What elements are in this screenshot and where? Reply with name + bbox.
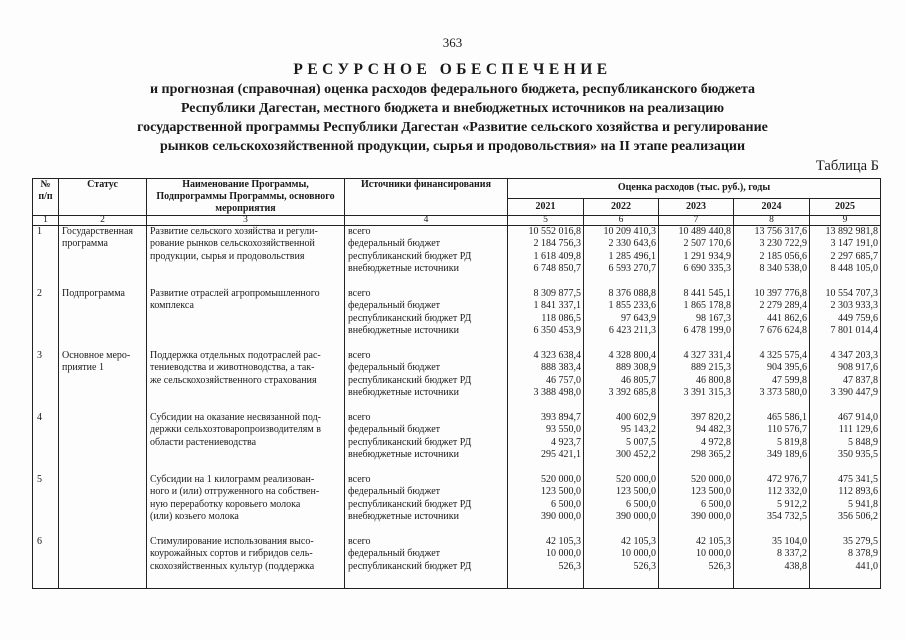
source-line: республиканский бюджет РД	[348, 560, 472, 572]
source-line: всего	[348, 536, 371, 547]
row-name	[147, 288, 345, 350]
title-line: и прогнозная (справочная) оценка расходов федерального бюджета, республиканского бюджета	[149, 82, 756, 97]
value-cell: 888 383,4	[541, 362, 581, 374]
source-line: внебюджетные источники	[348, 262, 459, 274]
name-line: Субсидии на оказание несвязанной под-	[150, 412, 322, 423]
value-cell: 10 000,0	[546, 548, 581, 560]
value-cell: 6 500,0	[626, 498, 656, 510]
value-cell: 6 500,0	[551, 498, 581, 510]
row-year-values	[508, 226, 584, 289]
row-year-values	[734, 288, 810, 350]
value-cell: 2 330 643,6	[608, 238, 656, 250]
row-sources	[345, 288, 508, 350]
value-cell: 111 129,6	[838, 424, 879, 436]
column-number: 5	[508, 216, 584, 226]
source-line: всего	[348, 226, 371, 237]
column-number: 2	[59, 216, 147, 226]
source-line: внебюджетные источники	[348, 448, 459, 460]
value-cell: 3 390 447,9	[830, 386, 879, 398]
name-line: Стимулирование использования высо-	[150, 536, 314, 547]
value-cell: 8 376 088,8	[608, 288, 656, 299]
source-line: республиканский бюджет РД	[348, 436, 472, 448]
source-line: внебюджетные источники	[348, 324, 459, 336]
value-cell: 526,3	[708, 560, 731, 572]
value-cell: 13 892 981,8	[825, 226, 879, 237]
row-year-values	[734, 474, 810, 536]
name-line: продукции, сырья и продовольствия	[150, 250, 305, 262]
value-cell: 4 327 331,4	[683, 350, 731, 361]
row-sources	[345, 226, 508, 289]
value-cell: 390 000,0	[616, 510, 656, 522]
value-cell: 112 332,0	[767, 486, 807, 498]
value-cell: 1 285 496,1	[608, 250, 656, 262]
row-year-values	[584, 288, 659, 350]
header-year: 2022	[584, 198, 659, 215]
value-cell: 889 308,9	[616, 362, 656, 374]
value-cell: 1 865 178,8	[683, 300, 731, 312]
row-status	[59, 536, 147, 589]
value-cell: 5 848,9	[848, 436, 879, 448]
value-cell: 520 000,0	[541, 474, 581, 485]
value-cell: 3 230 722,9	[759, 238, 807, 250]
table-row	[33, 474, 881, 536]
value-cell: 13 756 317,6	[754, 226, 807, 237]
value-cell: 2 184 756,3	[533, 238, 581, 250]
row-name	[147, 350, 345, 412]
title-line: государственной программы Республики Дагестан «Развитие сельского хозяйства и регулирование	[137, 120, 768, 135]
value-cell: 400 602,9	[616, 412, 656, 423]
header-estimate: Оценка расходов (тыс. руб.), годы	[508, 179, 881, 199]
title-line: Республики Дагестан, местного бюджета и внебюджетных источников на реализацию	[180, 101, 725, 116]
row-year-values	[810, 412, 881, 474]
row-year-values	[659, 474, 734, 536]
document-title	[0, 60, 905, 156]
header-source: Источники финансирования	[345, 179, 508, 216]
header-status: Статус	[59, 179, 147, 216]
value-cell: 438,8	[784, 560, 807, 572]
value-cell: 295 421,1	[541, 448, 581, 460]
value-cell: 8 448 105,0	[830, 262, 879, 274]
value-cell: 123 500,0	[616, 486, 656, 498]
source-line: республиканский бюджет РД	[348, 498, 472, 510]
row-year-values	[659, 288, 734, 350]
name-line: Развитие сельского хозяйства и регули-	[150, 226, 318, 237]
value-cell: 42 105,3	[546, 536, 581, 547]
value-cell: 8 340 538,0	[759, 262, 807, 274]
name-line: скохозяйственных культур (поддержка	[150, 560, 315, 572]
value-cell: 8 337,2	[777, 548, 807, 560]
name-line: (или) козьего молока	[150, 510, 239, 522]
value-cell: 123 500,0	[691, 486, 731, 498]
value-cell: 390 000,0	[691, 510, 731, 522]
source-line: федеральный бюджет	[348, 424, 441, 436]
row-year-values	[659, 350, 734, 412]
value-cell: 7 801 014,4	[830, 324, 879, 336]
value-cell: 97 643,9	[621, 312, 656, 324]
value-cell: 449 759,6	[838, 312, 879, 324]
value-cell: 42 105,3	[621, 536, 656, 547]
value-cell: 35 279,5	[843, 536, 879, 547]
row-year-values	[584, 474, 659, 536]
value-cell: 908 917,6	[838, 362, 879, 374]
name-line: тениеводства и животноводства, а так-	[150, 362, 315, 374]
value-cell: 904 395,6	[767, 362, 807, 374]
status-line: Государственная	[62, 226, 134, 237]
row-year-values	[584, 226, 659, 289]
header-num: № п/п	[33, 179, 59, 216]
value-cell: 8 378,9	[848, 548, 879, 560]
source-line: внебюджетные источники	[348, 386, 459, 398]
value-cell: 349 189,6	[767, 448, 807, 460]
row-year-values	[810, 288, 881, 350]
row-sources	[345, 412, 508, 474]
value-cell: 10 000,0	[696, 548, 731, 560]
value-cell: 2 507 170,6	[683, 238, 731, 250]
row-year-values	[659, 412, 734, 474]
status-line: Основное меро-	[62, 350, 131, 361]
value-cell: 300 452,2	[616, 448, 656, 460]
value-cell: 6 350 453,9	[533, 324, 581, 336]
value-cell: 3 373 580,0	[759, 386, 807, 398]
name-line: держки сельхозтоваропроизводителям в	[150, 424, 321, 436]
row-year-values	[734, 350, 810, 412]
value-cell: 6 748 850,7	[533, 262, 581, 274]
value-cell: 475 341,5	[838, 474, 879, 485]
title-heading: РЕСУРСНОЕ ОБЕСПЕЧЕНИЕ	[293, 61, 612, 78]
source-line: федеральный бюджет	[348, 548, 441, 560]
row-year-values	[508, 474, 584, 536]
value-cell: 6 593 270,7	[608, 262, 656, 274]
value-cell: 47 599,8	[772, 374, 807, 386]
value-cell: 4 323 638,4	[533, 350, 581, 361]
source-line: федеральный бюджет	[348, 238, 441, 250]
row-name	[147, 474, 345, 536]
row-number: 3	[33, 350, 59, 412]
source-line: республиканский бюджет РД	[348, 250, 472, 262]
column-number: 8	[734, 216, 810, 226]
name-line: Развитие отраслей агропромышленного	[150, 288, 320, 299]
value-cell: 46 805,7	[621, 374, 656, 386]
value-cell: 526,3	[558, 560, 581, 572]
column-number: 1	[33, 216, 59, 226]
name-line: рование рынков сельскохозяйственной	[150, 238, 315, 250]
value-cell: 4 972,8	[701, 436, 731, 448]
value-cell: 42 105,3	[696, 536, 731, 547]
row-year-values	[734, 536, 810, 589]
value-cell: 94 482,3	[696, 424, 731, 436]
name-line: коурожайных сортов и гибридов сель-	[150, 548, 313, 560]
title-line: рынков сельскохозяйственной продукции, сырья и продовольствия» на II этапе реализации	[159, 139, 746, 154]
status-line: приятие 1	[62, 362, 104, 374]
row-status	[59, 350, 147, 412]
row-year-values	[584, 412, 659, 474]
row-year-values	[584, 536, 659, 589]
value-cell: 889 215,3	[691, 362, 731, 374]
value-cell: 441 862,6	[767, 312, 807, 324]
value-cell: 118 086,5	[541, 312, 581, 324]
value-cell: 10 000,0	[621, 548, 656, 560]
value-cell: 95 143,2	[621, 424, 656, 436]
value-cell: 467 914,0	[838, 412, 879, 423]
resource-table	[32, 178, 881, 589]
row-year-values	[584, 350, 659, 412]
table-row	[33, 226, 881, 289]
row-status	[59, 412, 147, 474]
name-line: ную переработку коровьего молока	[150, 498, 301, 510]
value-cell: 6 423 211,3	[608, 324, 656, 336]
value-cell: 526,3	[633, 560, 656, 572]
value-cell: 6 500,0	[701, 498, 731, 510]
value-cell: 520 000,0	[691, 474, 731, 485]
source-line: федеральный бюджет	[348, 362, 441, 374]
source-line: федеральный бюджет	[348, 486, 441, 498]
value-cell: 3 147 191,0	[830, 238, 879, 250]
row-year-values	[810, 350, 881, 412]
header-year: 2021	[508, 198, 584, 215]
value-cell: 98 167,3	[696, 312, 731, 324]
row-name	[147, 226, 345, 289]
value-cell: 8 441 545,1	[683, 288, 731, 299]
table-row	[33, 350, 881, 412]
source-line: всего	[348, 350, 371, 361]
row-year-values	[508, 536, 584, 589]
status-line: Подпрограмма	[62, 288, 125, 299]
source-line: республиканский бюджет РД	[348, 374, 472, 386]
value-cell: 2 279 289,4	[759, 300, 807, 312]
value-cell: 298 365,2	[691, 448, 731, 460]
row-year-values	[659, 536, 734, 589]
status-line: программа	[62, 238, 108, 250]
row-year-values	[659, 226, 734, 289]
value-cell: 112 893,6	[838, 486, 879, 498]
table-body	[33, 226, 881, 589]
column-number-row	[33, 216, 881, 226]
row-year-values	[734, 226, 810, 289]
value-cell: 93 550,0	[546, 424, 581, 436]
value-cell: 10 489 440,8	[678, 226, 731, 237]
value-cell: 3 392 685,8	[608, 386, 656, 398]
row-year-values	[508, 350, 584, 412]
value-cell: 47 837,8	[843, 374, 879, 386]
header-year: 2023	[659, 198, 734, 215]
row-name	[147, 412, 345, 474]
name-line: области растениеводства	[150, 436, 257, 448]
table-row	[33, 536, 881, 589]
column-number: 4	[345, 216, 508, 226]
value-cell: 46 800,8	[696, 374, 731, 386]
value-cell: 6 478 199,0	[683, 324, 731, 336]
value-cell: 46 757,0	[546, 374, 581, 386]
value-cell: 8 309 877,5	[533, 288, 581, 299]
header-name: Наименование Программы, Подпрограммы Программы, основного мероприятия	[147, 179, 345, 216]
value-cell: 350 935,5	[838, 448, 879, 460]
value-cell: 6 690 335,3	[683, 262, 731, 274]
row-status	[59, 288, 147, 350]
value-cell: 10 209 410,3	[603, 226, 656, 237]
source-line: всего	[348, 288, 371, 299]
source-line: внебюджетные источники	[348, 510, 459, 522]
value-cell: 390 000,0	[541, 510, 581, 522]
value-cell: 4 923,7	[551, 436, 581, 448]
row-number: 5	[33, 474, 59, 536]
value-cell: 2 303 933,3	[830, 300, 879, 312]
value-cell: 7 676 624,8	[759, 324, 807, 336]
row-number: 6	[33, 536, 59, 589]
value-cell: 5 941,8	[848, 498, 879, 510]
value-cell: 472 976,7	[767, 474, 807, 485]
value-cell: 4 347 203,3	[830, 350, 879, 361]
value-cell: 1 618 409,8	[533, 250, 581, 262]
name-line: Субсидии на 1 килограмм реализован-	[150, 474, 315, 485]
name-line: комплекса	[150, 300, 194, 312]
row-year-values	[508, 288, 584, 350]
row-sources	[345, 536, 508, 589]
name-line: ного и (или) отгруженного на собствен-	[150, 486, 320, 498]
value-cell: 3 391 315,3	[683, 386, 731, 398]
column-number: 7	[659, 216, 734, 226]
row-sources	[345, 474, 508, 536]
value-cell: 5 819,8	[777, 436, 807, 448]
row-year-values	[810, 536, 881, 589]
value-cell: 110 576,7	[767, 424, 807, 436]
value-cell: 3 388 498,0	[533, 386, 581, 398]
row-status	[59, 474, 147, 536]
row-year-values	[810, 474, 881, 536]
row-number: 4	[33, 412, 59, 474]
header-year: 2024	[734, 198, 810, 215]
value-cell: 397 820,2	[691, 412, 731, 423]
page-number: 363	[442, 35, 463, 50]
value-cell: 5 007,5	[626, 436, 656, 448]
value-cell: 10 552 016,8	[528, 226, 581, 237]
value-cell: 2 297 685,7	[830, 250, 879, 262]
source-line: республиканский бюджет РД	[348, 312, 472, 324]
row-year-values	[508, 412, 584, 474]
value-cell: 465 586,1	[767, 412, 807, 423]
value-cell: 354 732,5	[767, 510, 807, 522]
value-cell: 10 397 776,8	[754, 288, 807, 299]
value-cell: 1 291 934,9	[683, 250, 731, 262]
value-cell: 4 325 575,4	[759, 350, 807, 361]
row-sources	[345, 350, 508, 412]
table-label: Таблица Б	[815, 158, 879, 174]
name-line: Поддержка отдельных подотраслей рас-	[150, 350, 321, 361]
source-line: федеральный бюджет	[348, 300, 441, 312]
value-cell: 5 912,2	[777, 498, 807, 510]
value-cell: 393 894,7	[541, 412, 581, 423]
row-number: 1	[33, 226, 59, 289]
row-year-values	[734, 412, 810, 474]
row-name	[147, 536, 345, 589]
value-cell: 123 500,0	[541, 486, 581, 498]
value-cell: 10 554 707,3	[825, 288, 879, 299]
source-line: всего	[348, 412, 371, 423]
value-cell: 520 000,0	[616, 474, 656, 485]
column-number: 6	[584, 216, 659, 226]
column-number: 3	[147, 216, 345, 226]
value-cell: 35 104,0	[772, 536, 807, 547]
value-cell: 2 185 056,6	[759, 250, 807, 262]
value-cell: 441,0	[855, 560, 879, 572]
value-cell: 4 328 800,4	[608, 350, 656, 361]
row-status	[59, 226, 147, 289]
name-line: же сельскохозяйственного страхования	[150, 374, 317, 386]
table-row	[33, 412, 881, 474]
table-row	[33, 288, 881, 350]
column-number: 9	[810, 216, 881, 226]
row-year-values	[810, 226, 881, 289]
value-cell: 1 841 337,1	[533, 300, 581, 312]
source-line: всего	[348, 474, 371, 485]
value-cell: 1 855 233,6	[608, 300, 656, 312]
row-number: 2	[33, 288, 59, 350]
value-cell: 356 506,2	[838, 510, 879, 522]
header-year: 2025	[810, 198, 881, 215]
